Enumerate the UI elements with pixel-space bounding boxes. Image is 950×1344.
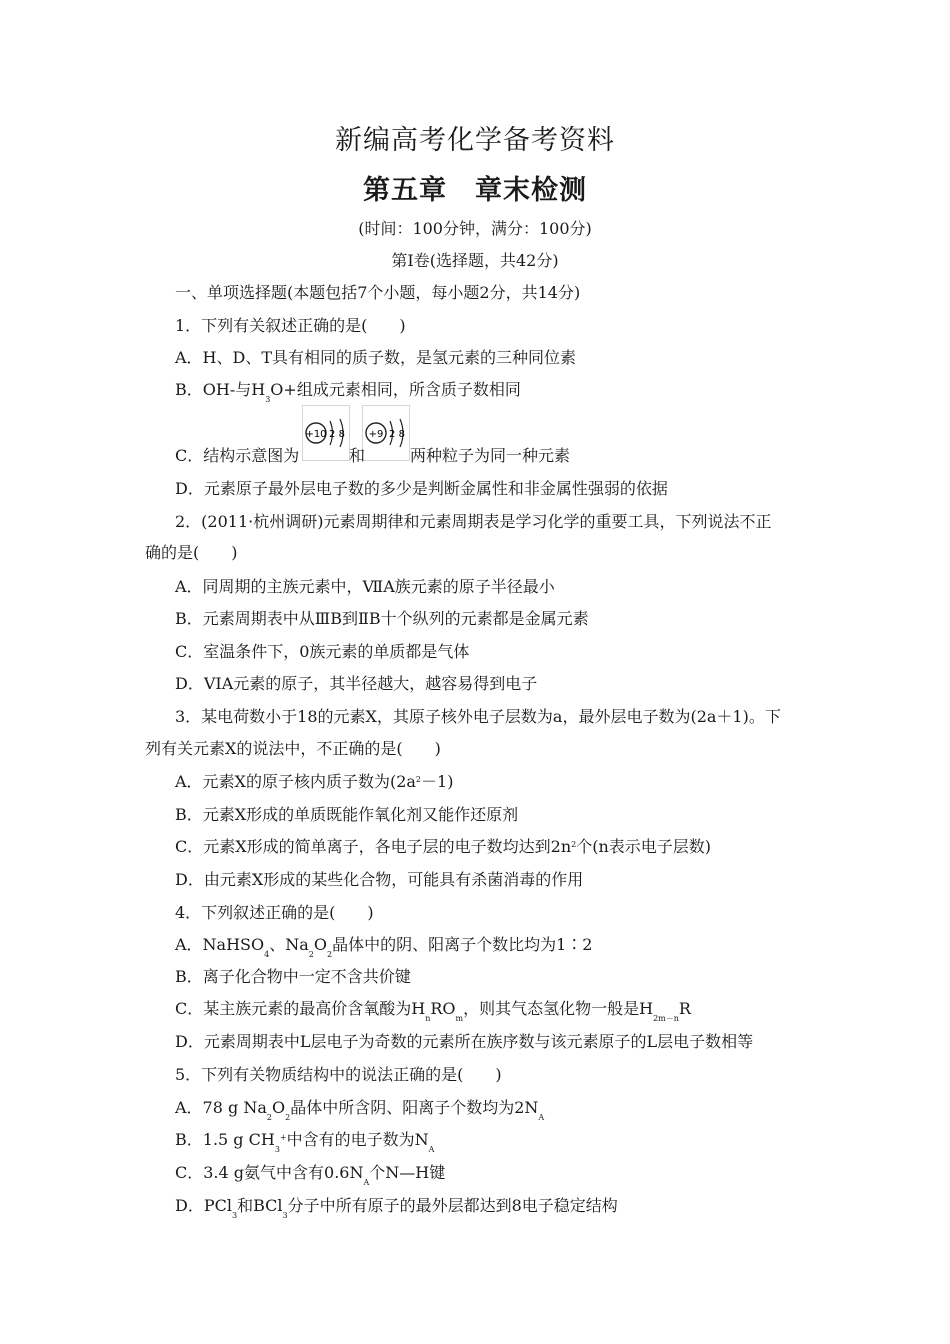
question-1-option-c-label: C．结构示意图为 bbox=[175, 446, 300, 465]
question-2-stem-line2: 确的是( ) bbox=[145, 543, 238, 562]
question-2-option-c: C．室温条件下，0族元素的单质都是气体 bbox=[175, 642, 470, 661]
question-3-option-c: C．元素X形成的简单离子，各电子层的电子数均达到$2n^2$个(n表示电子层数) bbox=[175, 837, 712, 856]
question-2-option-a: A．同周期的主族元素中，ⅦA族元素的原子半径最小 bbox=[175, 577, 555, 596]
svg-text:+10: +10 bbox=[305, 429, 327, 440]
question-1-option-c-and: 和 bbox=[349, 446, 366, 465]
section-heading: 一、单项选择题(本题包括7个小题，每小题2分，共14分) bbox=[175, 283, 581, 302]
question-2-option-b: B．元素周期表中从ⅢB到ⅡB十个纵列的元素都是金属元素 bbox=[175, 609, 589, 628]
question-2-stem-line1: 2．(2011·杭州调研)元素周期律和元素周期表是学习化学的重要工具，下列说法不正 bbox=[175, 512, 772, 531]
question-1-option-d: D．元素原子最外层电子数的多少是判断金属性和非金属性强弱的依据 bbox=[175, 479, 668, 498]
document-title: 新编高考化学备考资料 bbox=[335, 125, 615, 156]
question-4-option-b: B．离子化合物中一定不含共价键 bbox=[175, 967, 411, 986]
question-5-option-c: C．3.4 g氨气中含有$0.6N_A$个N—H键 bbox=[175, 1163, 446, 1187]
question-4-option-a: A．NaHSO$_4$、$Na_2O_2$晶体中的阴、阳离子个数比均为1∶2 bbox=[175, 935, 593, 959]
svg-text:2 8: 2 8 bbox=[329, 429, 345, 440]
chapter-title: 第五章 章末检测 bbox=[363, 175, 587, 206]
exam-meta: (时间：100分钟，满分：100分) bbox=[358, 219, 592, 238]
svg-text:+9: +9 bbox=[368, 429, 384, 440]
question-1-option-c-rest: 两种粒子为同一种元素 bbox=[410, 446, 571, 465]
atom-structure-diagram-2 bbox=[362, 405, 410, 461]
question-1-option-b: B．OH-与$H_3O+$组成元素相同，所含质子数相同 bbox=[175, 380, 521, 404]
question-3-option-b: B．元素X形成的单质既能作氧化剂又能作还原剂 bbox=[175, 805, 519, 824]
question-3-option-d: D．由元素X形成的某些化合物，可能具有杀菌消毒的作用 bbox=[175, 870, 584, 889]
question-5-stem: 5．下列有关物质结构中的说法正确的是( ) bbox=[175, 1065, 502, 1084]
question-5-option-b: B．1.5 g $CH_3^+$中含有的电子数为$N_A$ bbox=[175, 1130, 435, 1154]
question-4-stem: 4．下列叙述正确的是( ) bbox=[175, 903, 374, 922]
question-3-option-a: A．元素X的原子核内质子数为$(2a^2-1)$ bbox=[175, 772, 454, 791]
question-1-stem: 1．下列有关叙述正确的是( ) bbox=[175, 316, 406, 335]
question-4-option-d: D．元素周期表中L层电子为奇数的元素所在族序数与该元素原子的L层电子数相等 bbox=[175, 1032, 754, 1051]
question-3-stem-line1: 3．某电荷数小于18的元素X，其原子核外电子层数为a，最外层电子数为(2a＋1)。下 bbox=[175, 707, 781, 726]
atom-structure-diagram-1 bbox=[302, 405, 350, 461]
question-3-stem-line2: 列有关元素X的说法中，不正确的是( ) bbox=[145, 739, 441, 758]
question-5-option-d: D．PCl$_3$和BCl$_3$分子中所有原子的最外层都达到8电子稳定结构 bbox=[175, 1196, 618, 1220]
svg-text:2 8: 2 8 bbox=[389, 429, 405, 440]
volume-heading: 第Ⅰ卷(选择题，共42分) bbox=[391, 251, 559, 270]
question-4-option-c: C．某主族元素的最高价含氧酸为$H_nRO_m$，则其气态氢化物一般是$H_{2m-n}R$ bbox=[175, 999, 691, 1023]
question-2-option-d: D．VIA元素的原子，其半径越大，越容易得到电子 bbox=[175, 674, 538, 693]
question-5-option-a: A．78 g $Na_2O_2$晶体中所含阴、阳离子个数均为$2N_A$ bbox=[175, 1098, 545, 1122]
question-1-option-a: A．H、D、T具有相同的质子数，是氢元素的三种同位素 bbox=[175, 348, 577, 367]
